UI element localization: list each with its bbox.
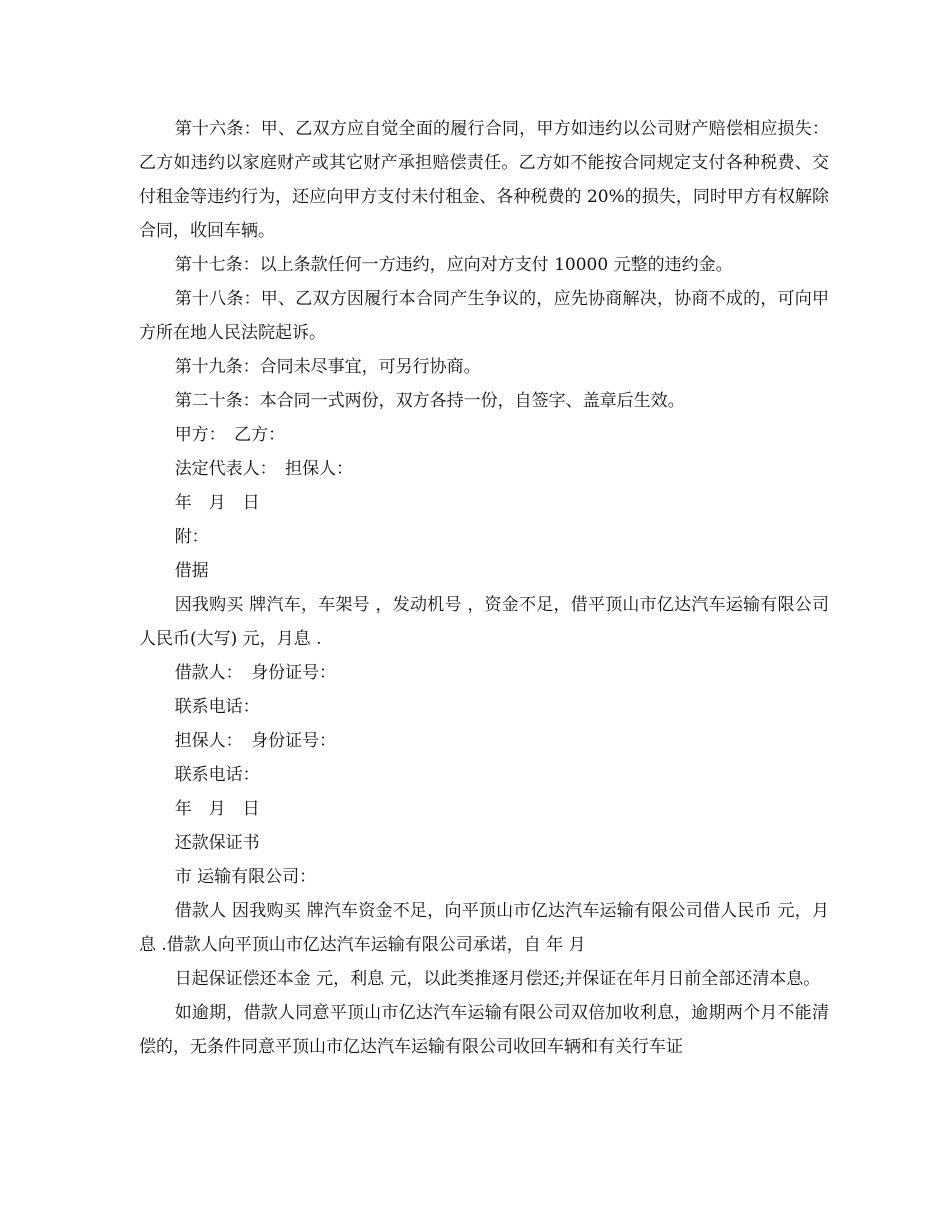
appendix-label: 附： (174, 527, 209, 547)
document-page (139, 112, 829, 1064)
guarantee-body-3: 如逾期，借款人同意平顶山市亿达汽车运输有限公司双倍加收利息，逾期两个月不能清偿的，无条件同意平顶山市亿达汽车运输有限公司收回车辆和有关行车证 (139, 1003, 829, 1057)
guarantee-body-2: 日起保证偿还本金 元，利息 元，以此类推逐月偿还;并保证在年月日前全部还清本息。 (174, 969, 821, 989)
clause-18: 第十八条：甲、乙双方因履行本合同产生争议的，应先协商解决，协商不成的，可向甲方所在地人民法院起诉。 (139, 289, 829, 343)
clause-17: 第十七条：以上条款任何一方违约，应向对方支付 10000 元整的违约金。 (174, 255, 733, 275)
loan-receipt-title: 借据 (174, 561, 209, 581)
guarantee-body-1: 借款人 因我购买 牌汽车资金不足，向平顶山市亿达汽车运输有限公司借人民币 元，月息 .借款人向平顶山市亿达汽车运输有限公司承诺，自 年 月 (139, 901, 829, 955)
guarantor-phone-line: 联系电话： (174, 765, 260, 785)
clause-19: 第十九条：合同未尽事宜，可另行协商。 (174, 357, 481, 377)
representative-line: 法定代表人： 担保人： (174, 459, 354, 479)
borrower-phone-line: 联系电话： (174, 697, 260, 717)
repayment-guarantee-title: 还款保证书 (174, 833, 260, 853)
clause-20: 第二十条：本合同一式两份，双方各持一份，自签字、盖章后生效。 (174, 391, 685, 411)
receipt-date-line: 年 月 日 (174, 799, 260, 819)
addressee-line: 市 运输有限公司： (174, 867, 317, 887)
loan-receipt-body: 因我购买 牌汽车，车架号 ，发动机号 ，资金不足，借平顶山市亿达汽车运输有限公司人民币(大写) 元，月息 . (139, 595, 829, 649)
clause-16: 第十六条：甲、乙双方应自觉全面的履行合同，甲方如违约以公司财产赔偿相应损失：乙方如违约以家庭财产或其它财产承担赔偿责任。乙方如不能按合同规定支付各种税费、交付租金等违约行为，还应向甲方支付未付租金、各种税费的 20%的损失，同时甲方有权解除合同，收回车辆。 (139, 119, 829, 241)
date-line: 年 月 日 (174, 493, 260, 513)
borrower-line: 借款人： 身份证号： (174, 663, 337, 683)
parties-line: 甲方： 乙方： (174, 425, 286, 445)
guarantor-line: 担保人： 身份证号： (174, 731, 337, 751)
